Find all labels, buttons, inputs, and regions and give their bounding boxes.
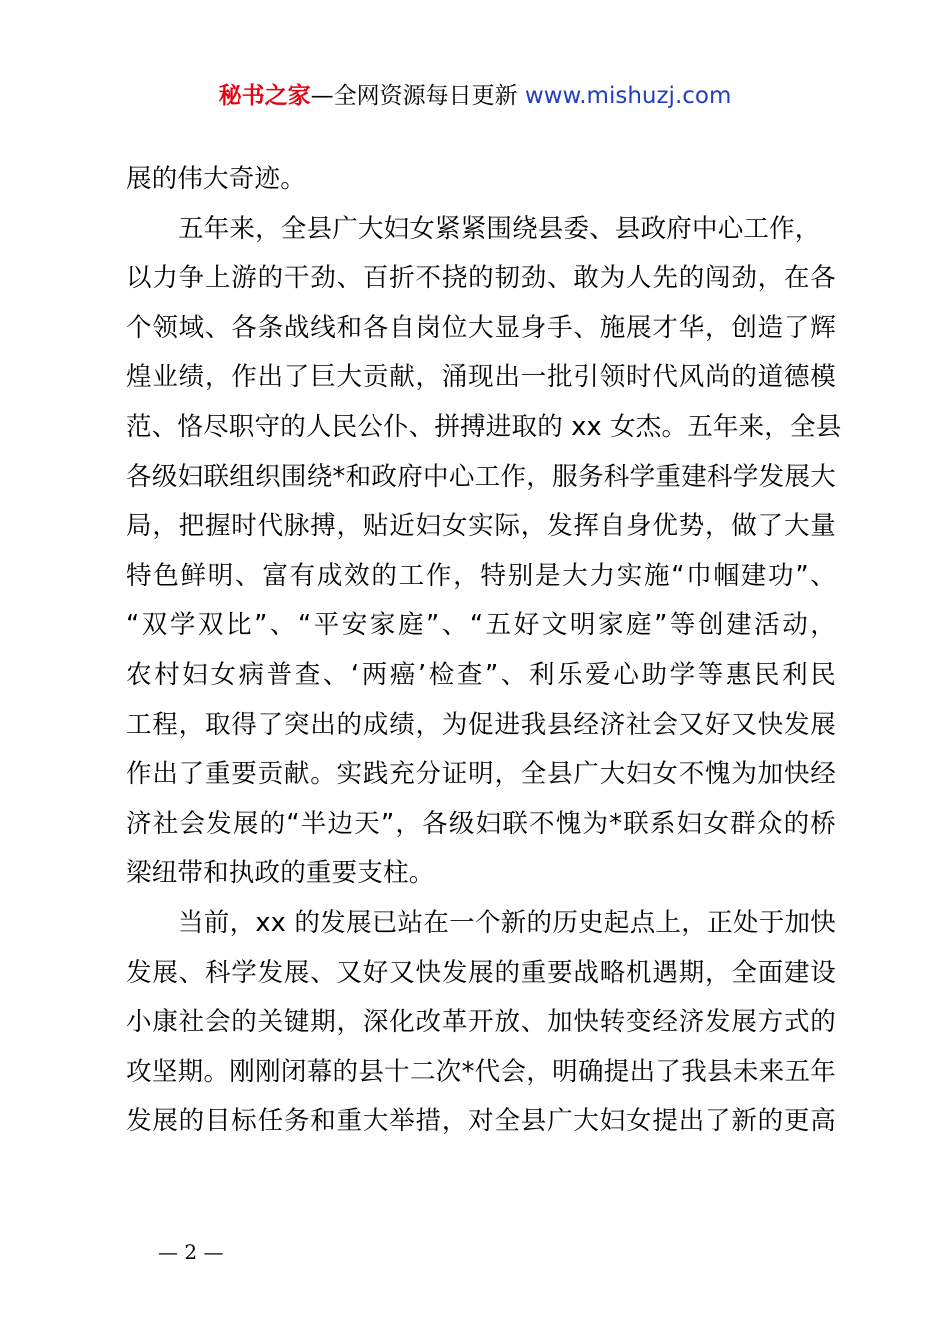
text-line: 煌业绩，作出了巨大贡献，涌现出一批引领时代风尚的道德模 (126, 362, 836, 393)
header-url-link[interactable]: www.mishuzj.com (524, 83, 732, 109)
body-text (126, 155, 842, 1147)
text-line: 农村妇女病普查、‘两癌’检查”、利乐爱心助学等惠民利民 (126, 659, 836, 690)
text-line: 作出了重要贡献。实践充分证明，全县广大妇女不愧为加快经 (126, 759, 836, 790)
header-slogan: —全网资源每日更新 (310, 83, 518, 109)
text-line: 各级妇联组织围绕*和政府中心工作，服务科学重建科学发展大 (126, 461, 836, 492)
text-line: 济社会发展的“半边天”，各级妇联不愧为*联系妇女群众的桥 (126, 808, 836, 839)
text-line: 特色鲜明、富有成效的工作，特别是大力实施“巾帼建功”、 (126, 560, 836, 591)
text-line: 当前，xx 的发展已站在一个新的历史起点上，正处于加快 (178, 907, 836, 938)
text-line: 个领域、各条战线和各自岗位大显身手、施展才华，创造了辉 (126, 312, 836, 343)
text-line: 攻坚期。刚刚闭幕的县十二次*代会，明确提出了我县未来五年 (126, 1056, 836, 1087)
text-line: 五年来，全县广大妇女紧紧围绕县委、县政府中心工作， (178, 213, 821, 244)
text-line: 展的伟大奇迹。 (126, 164, 306, 194)
text-line: 发展、科学发展、又好又快发展的重要战略机遇期，全面建设 (126, 957, 836, 988)
text-line: 以力争上游的干劲、百折不挠的韧劲、敢为人先的闯劲，在各 (126, 263, 836, 294)
text-line: 发展的目标任务和重大举措，对全县广大妇女提出了新的更高 (126, 1106, 836, 1137)
text-line: 工程，取得了突出的成绩，为促进我县经济社会又好又快发展 (126, 709, 836, 740)
page-header (0, 80, 950, 112)
text-line: 范、恪尽职守的人民公仆、拼搏进取的 xx 女杰。五年来，全县 (126, 411, 842, 442)
text-line: 梁纽带和执政的重要支柱。 (126, 858, 435, 889)
header-brand: 秘书之家 (218, 83, 311, 109)
text-line: 局，把握时代脉搏，贴近妇女实际，发挥自身优势，做了大量 (126, 511, 836, 542)
page-number: — 2 — (158, 1240, 224, 1264)
text-line: “双学双比”、“平安家庭”、“五好文明家庭”等创建活动， (126, 610, 836, 641)
text-line: 小康社会的关键期，深化改革开放、加快转变经济发展方式的 (126, 1007, 836, 1038)
